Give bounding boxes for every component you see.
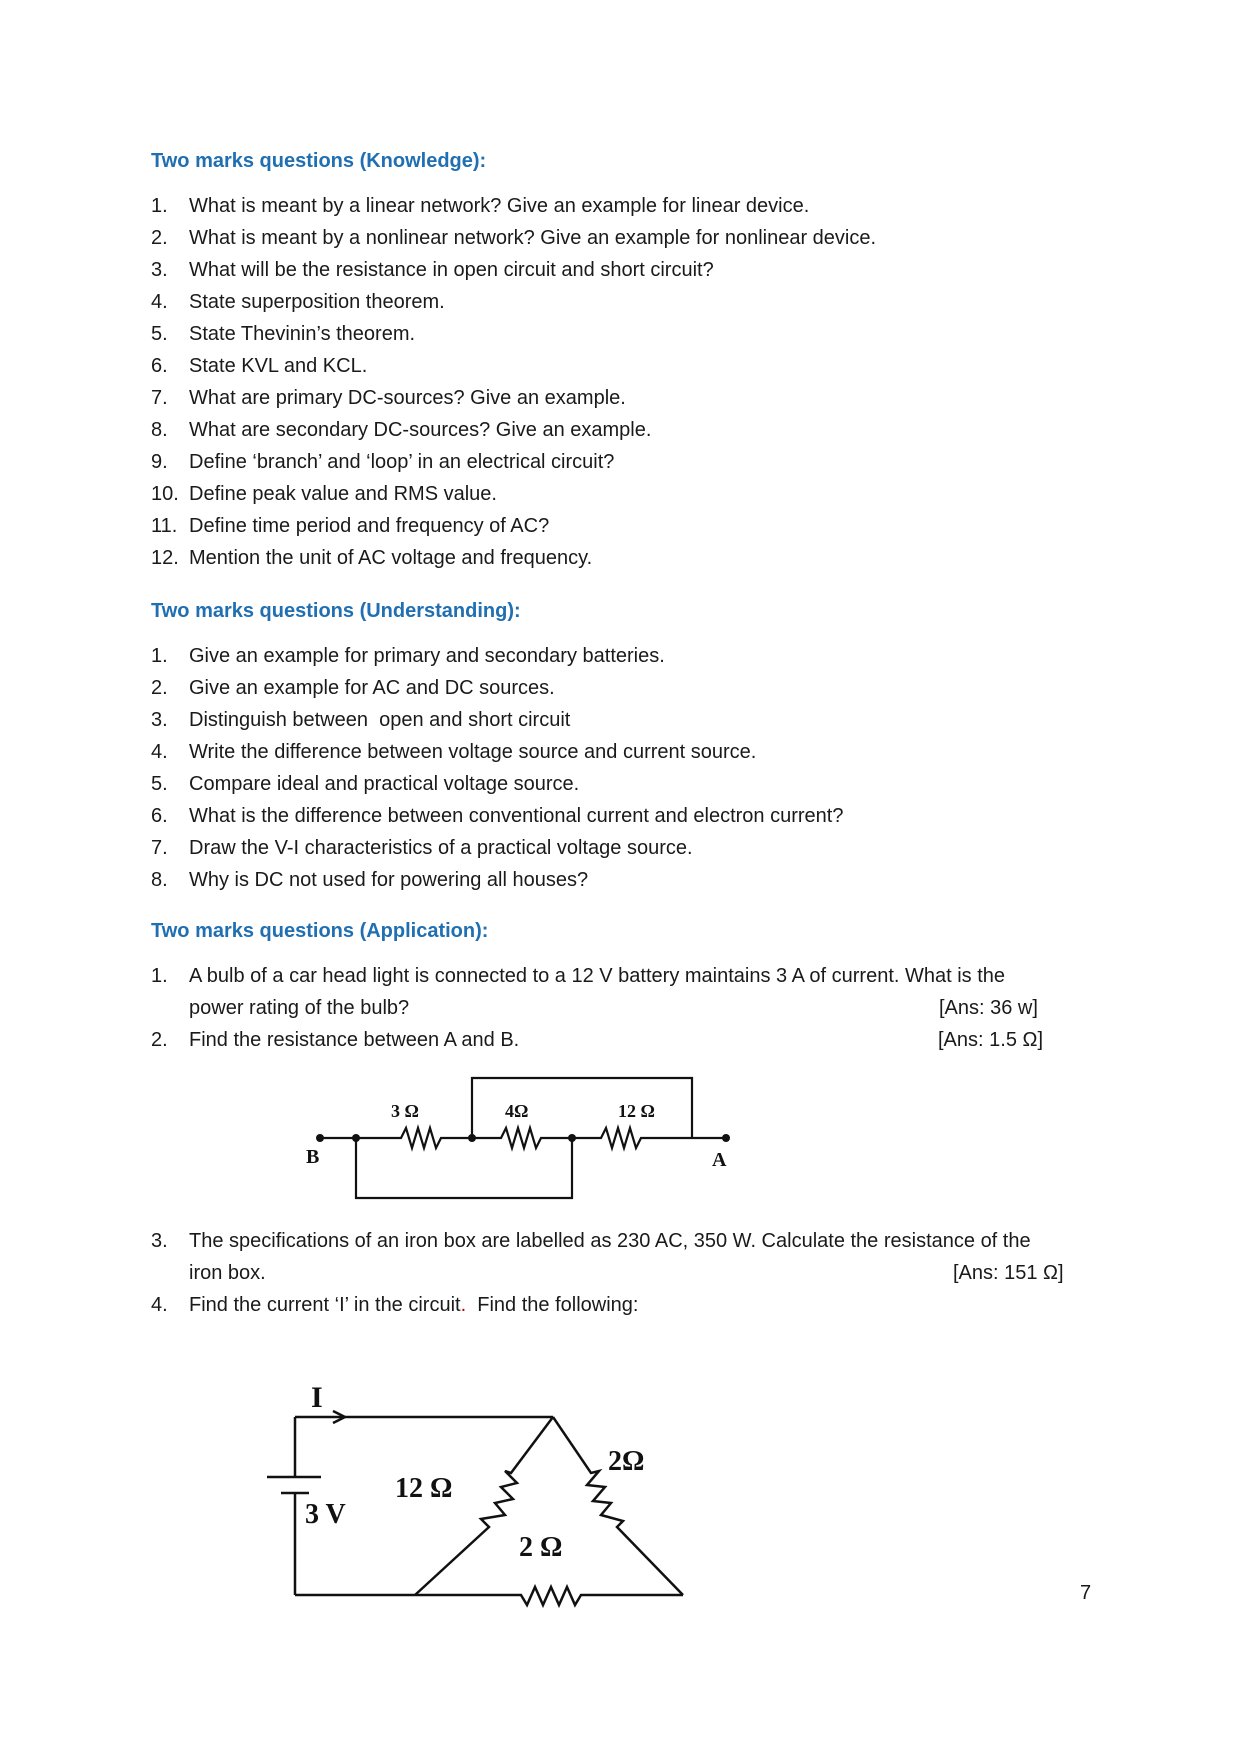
question-1: 1. A bulb of a car head light is connected to a 12 V battery maintains 3 A of current. What is the power rating of the bulb? [Ans: 36 w] — [151, 960, 1071, 1024]
resistor-label: 2 Ω — [519, 1532, 563, 1563]
resistor-label: 12 Ω — [395, 1473, 453, 1504]
section-heading-understanding: Two marks questions (Understanding): — [151, 600, 521, 622]
page-number: 7 — [1080, 1582, 1092, 1604]
answer: [Ans: 36 w] — [939, 997, 1038, 1019]
circuit-diagram-2 — [255, 1375, 725, 1615]
section-heading-application: Two marks questions (Application): — [151, 920, 489, 942]
node-label-b: B — [306, 1146, 320, 1168]
node-label-a: A — [712, 1149, 727, 1171]
voltage-label: 3 V — [305, 1499, 346, 1530]
current-label: I — [311, 1381, 323, 1414]
question-3: 3. The specifications of an iron box are labelled as 230 AC, 350 W. Calculate the resistance of the iron box. [Ans: 151 Ω] — [151, 1225, 1071, 1289]
answer: [Ans: 151 Ω] — [953, 1262, 1064, 1284]
resistor-label: 12 Ω — [618, 1101, 655, 1121]
section-heading-knowledge: Two marks questions (Knowledge): — [151, 150, 487, 172]
circuit-diagram-1 — [300, 1072, 750, 1202]
answer: [Ans: 1.5 Ω] — [938, 1029, 1043, 1051]
resistor-label: 2Ω — [608, 1446, 645, 1477]
resistor-label: 3 Ω — [391, 1101, 419, 1121]
resistor-label: 4Ω — [505, 1101, 529, 1121]
